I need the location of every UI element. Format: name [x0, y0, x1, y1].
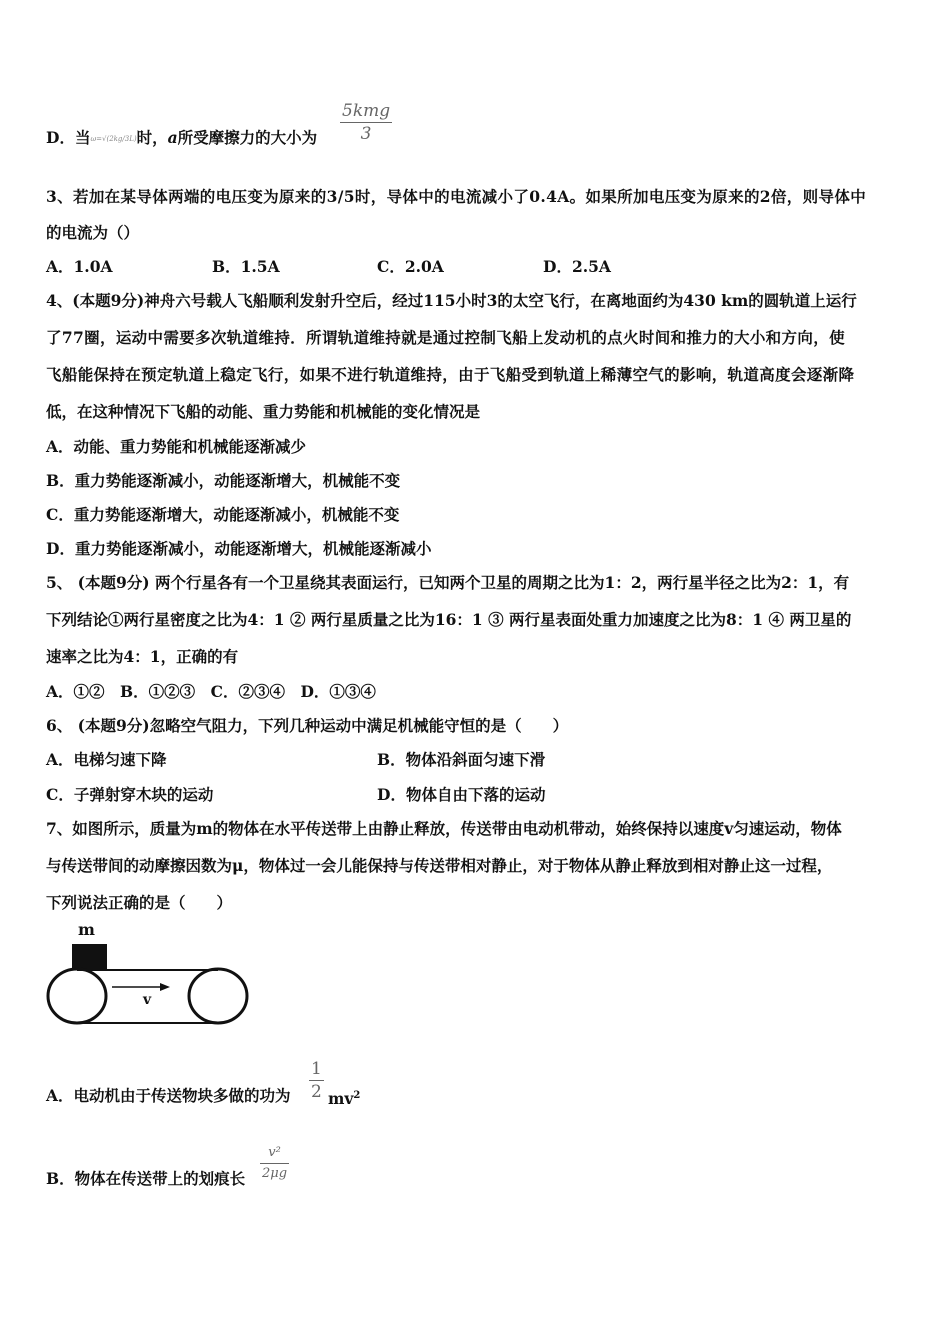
left-pulley — [48, 969, 106, 1023]
q4-stem-line2: 了77圈，运动中需要多次轨道维持．所谓轨道维持就是通过控制飞船上发动机的点火时间和推力的大小和方向，使 — [46, 328, 845, 347]
q5-stem-line1: 5、 (本题9分) 两个行星各有一个卫星绕其表面运行，已知两个卫星的周期之比为1：2，两行星半径之比为2：1，有 — [46, 573, 850, 592]
q4-option-b: B．重力势能逐渐减小，动能逐渐增大，机械能不变 — [46, 471, 401, 490]
q7-option-a: A．电动机由于传送物块多做的功为 — [46, 1086, 291, 1105]
velocity-arrowhead — [160, 983, 170, 991]
velocity-label: v — [143, 992, 152, 1008]
q3-stem-line1: 3、若加在某导体两端的电压变为原来的3/5时，导体中的电流减小了0.4A。如果所加电压变为原来的2倍，则导体中 — [46, 187, 867, 206]
q6-option-c: C．子弹射穿木块的运动 — [46, 785, 214, 804]
q7-stem-line2: 与传送带间的动摩擦因数为μ，物体过一会儿能保持与传送带相对静止，对于物体从静止释放到相对静止这一过程， — [46, 856, 833, 875]
q7-option-a-fraction: $\frac{1}{2}$ — [311, 1059, 322, 1102]
q3-option-a: A．1.0A — [46, 257, 113, 276]
omega-condition: ω=√(2kg/3L) — [90, 135, 137, 143]
q4-stem-line4: 低，在这种情况下飞船的动能、重力势能和机械能的变化情况是 — [46, 402, 481, 421]
q3-stem-line2: 的电流为（） — [46, 223, 140, 242]
q4-option-a: A．动能、重力势能和机械能逐渐减少 — [46, 437, 307, 456]
q7-stem-line3: 下列说法正确的是（ ） — [46, 893, 233, 912]
q7-option-a-tail: $mv^2$ — [328, 1089, 361, 1109]
q3-option-c: C．2.0A — [377, 257, 444, 276]
q6-option-d: D．物体自由下落的运动 — [377, 785, 546, 804]
conveyor-belt-figure — [40, 915, 260, 1030]
q7-option-b-fraction: $\frac{\text{v²}}{2\mu g}$ — [262, 1145, 288, 1181]
q5-stem-line3: 速率之比为4：1，正确的有 — [46, 647, 239, 666]
q3-option-b: B．1.5A — [212, 257, 280, 276]
q5-stem-line2: 下列结论①两行星密度之比为4：1 ② 两行星质量之比为16：1 ③ 两行星表面处重力加速度之比为8：1 ④ 两卫星的 — [46, 610, 852, 629]
q3-option-d: D．2.5A — [543, 257, 611, 276]
q7-stem-line1: 7、如图所示，质量为m的物体在水平传送带上由静止释放，传送带由电动机带动，始终保持以速度v匀速运动，物体 — [46, 819, 842, 838]
q2-option-d: D．当ω=√(2kg/3L)时，a所受摩擦力的大小为 — [46, 128, 318, 147]
q6-option-b: B．物体沿斜面匀速下滑 — [377, 750, 546, 769]
q6-option-a: A．电梯匀速下降 — [46, 750, 167, 769]
q6-stem: 6、 (本题9分)忽略空气阻力，下列几种运动中满足机械能守恒的是（ ） — [46, 716, 569, 735]
q4-stem-line1: 4、(本题9分)神舟六号载人飞船顺利发射升空后，经过115小时3的太空飞行，在离地面约为430 km的圆轨道上运行 — [46, 291, 857, 310]
right-pulley — [189, 969, 247, 1023]
q4-option-d: D．重力势能逐渐减小，动能逐渐增大，机械能逐渐减小 — [46, 539, 432, 558]
mass-label: m — [78, 920, 95, 939]
q4-stem-line3: 飞船能保持在预定轨道上稳定飞行，如果不进行轨道维持，由于飞船受到轨道上稀薄空气的影响，轨道高度会逐渐降 — [46, 365, 855, 384]
q2-friction-fraction: 5kmg 3 — [342, 101, 391, 144]
q5-options: A．①② B．①②③ C．②③④ D．①③④ — [46, 682, 376, 701]
block-mass — [72, 944, 107, 970]
q7-option-b: B．物体在传送带上的划痕长 — [46, 1169, 246, 1188]
q4-option-c: C．重力势能逐渐增大，动能逐渐减小，机械能不变 — [46, 505, 400, 524]
